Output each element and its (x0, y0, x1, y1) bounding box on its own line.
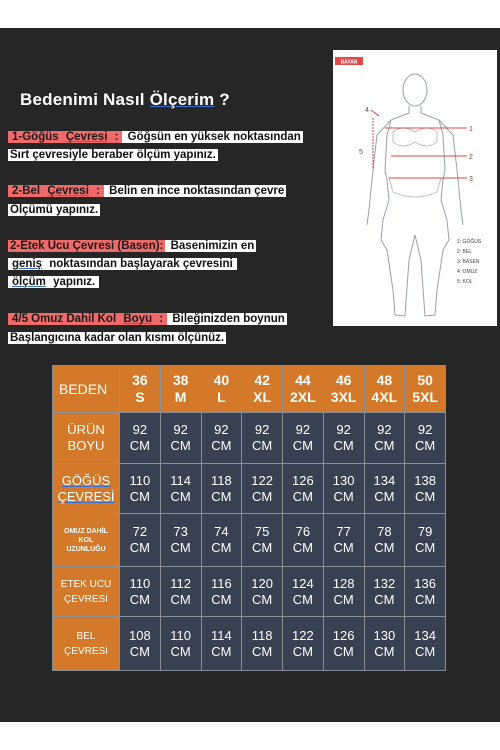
value-cell: 118 CM (242, 617, 283, 671)
figure-body (381, 106, 449, 316)
row-header: OMUZ DAHİL KOL UZUNLUĞU (53, 514, 120, 567)
value-cell: 112 CM (160, 567, 201, 617)
size-header: 48 4XL (364, 366, 405, 413)
value-cell: 75 CM (242, 514, 283, 567)
value-cell: 132 CM (364, 567, 405, 617)
value-cell: 130 CM (364, 617, 405, 671)
value-cell: 122 CM (283, 617, 324, 671)
row-header: ÜRÜN BOYU (53, 413, 120, 464)
corner-cell: BEDEN (53, 366, 120, 413)
instruction-1-text: Göğsün en yüksek noktasından (124, 131, 301, 143)
size-header: 38 M (160, 366, 201, 413)
value-cell: 78 CM (364, 514, 405, 567)
instruction-3-underlined: geniş (12, 258, 43, 270)
instruction-1-line-2 (8, 148, 218, 163)
row-header: GÖĞÜS ÇEVRESİ (53, 464, 120, 514)
instruction-2-line-1 (8, 184, 286, 199)
value-cell: 124 CM (283, 567, 324, 617)
value-cell: 136 CM (405, 567, 446, 617)
measure-number-4: 4 (365, 107, 369, 114)
instruction-3-label: 2-Etek Ucu Çevresi (Basen): (10, 240, 164, 252)
page-title (20, 90, 230, 110)
value-cell: 128 CM (323, 567, 364, 617)
value-cell: 92 CM (405, 413, 446, 464)
badge-text: BAYAN (340, 59, 358, 66)
body-measurement-figure (333, 50, 497, 326)
size-header: 46 3XL (323, 366, 364, 413)
value-cell: 126 CM (323, 617, 364, 671)
instruction-1-line-1 (8, 130, 303, 145)
value-cell: 138 CM (405, 464, 446, 514)
instruction-3-line-3 (8, 275, 99, 290)
instruction-2-label: 2-Bel Çevresi : (8, 185, 104, 197)
value-cell: 72 CM (120, 514, 161, 567)
measure-number-2: 2 (469, 154, 473, 161)
size-header: 36 S (120, 366, 161, 413)
instruction-2-text-2: Ölçümü yapınız. (10, 204, 99, 216)
size-header: 42 XL (242, 366, 283, 413)
value-cell: 134 CM (405, 617, 446, 671)
instruction-4-line-1 (8, 312, 287, 327)
size-table-body (53, 413, 446, 671)
instruction-3-text-3: yapınız. (49, 276, 96, 288)
instruction-1-text-2: Sırt çevresiyle beraber ölçüm yapınız. (10, 149, 216, 161)
legend-3: 3: BASEN (457, 259, 480, 265)
value-cell: 110 CM (120, 567, 161, 617)
instruction-3-line-2 (8, 257, 237, 272)
table-row-arm-length (53, 514, 446, 567)
value-cell: 118 CM (201, 464, 242, 514)
figure-head (403, 74, 427, 106)
value-cell: 76 CM (283, 514, 324, 567)
value-cell: 122 CM (242, 464, 283, 514)
title-prefix: Bedenimi Nasıl (20, 90, 150, 109)
legend-2: 2: BEL (457, 249, 473, 255)
body-figure-svg (333, 50, 497, 326)
value-cell: 110 CM (120, 464, 161, 514)
table-row-waist (53, 617, 446, 671)
title-underlined: Ölçerim (149, 90, 215, 109)
measure-number-5: 5 (359, 149, 363, 156)
size-table (52, 365, 446, 671)
value-cell: 73 CM (160, 514, 201, 567)
measure-4-line (371, 110, 379, 116)
instruction-2-text: Belin en ince noktasından çevre (105, 185, 285, 197)
title-suffix: ? (214, 90, 230, 109)
legend-4: 4: OMUZ (457, 269, 478, 275)
value-cell: 79 CM (405, 514, 446, 567)
measure-number-3: 3 (469, 176, 473, 183)
value-cell: 92 CM (242, 413, 283, 464)
value-cell: 120 CM (242, 567, 283, 617)
value-cell: 92 CM (364, 413, 405, 464)
row-header: BEL ÇEVRESİ (53, 617, 120, 671)
row-header: ETEK UCU ÇEVRESİ (53, 567, 120, 617)
table-row-product-length (53, 413, 446, 464)
value-cell: 92 CM (201, 413, 242, 464)
size-header: 50 5XL (405, 366, 446, 413)
legend-1: 1: GÖĞÜS (457, 239, 482, 245)
value-cell: 92 CM (283, 413, 324, 464)
instruction-2-line-2 (8, 203, 100, 218)
value-cell: 130 CM (323, 464, 364, 514)
legend-5: 5: KOL (457, 279, 473, 285)
instruction-3-text: Basenimizin en (167, 240, 255, 252)
value-cell: 114 CM (201, 617, 242, 671)
value-cell: 92 CM (120, 413, 161, 464)
instruction-3-text-2: noktasından başlayarak çevresini (46, 258, 233, 270)
value-cell: 134 CM (364, 464, 405, 514)
table-row-chest (53, 464, 446, 514)
instruction-1-label: 1-Göğüs Çevresi : (8, 131, 122, 143)
value-cell: 108 CM (120, 617, 161, 671)
size-header: 40 L (201, 366, 242, 413)
value-cell: 110 CM (160, 617, 201, 671)
size-header: 44 2XL (283, 366, 324, 413)
value-cell: 126 CM (283, 464, 324, 514)
instruction-4-text-2: Başlangıcına kadar olan kısmı ölçünüz. (10, 332, 225, 344)
value-cell: 74 CM (201, 514, 242, 567)
instruction-3-line-1 (8, 239, 256, 254)
figure-bottom (389, 178, 441, 197)
instruction-4-text: Bileğinizden boynun (169, 313, 285, 325)
instruction-4-label: 4/5 Omuz Dahil Kol Boyu : (8, 313, 167, 325)
figure-top (393, 128, 437, 146)
value-cell: 92 CM (323, 413, 364, 464)
value-cell: 114 CM (160, 464, 201, 514)
table-row-hem (53, 567, 446, 617)
value-cell: 92 CM (160, 413, 201, 464)
value-cell: 77 CM (323, 514, 364, 567)
size-header-row (53, 366, 446, 413)
value-cell: 116 CM (201, 567, 242, 617)
instruction-3-underlined-2: ölçüm (12, 276, 46, 288)
measure-number-1: 1 (469, 126, 473, 133)
instruction-4-line-2 (8, 331, 226, 346)
